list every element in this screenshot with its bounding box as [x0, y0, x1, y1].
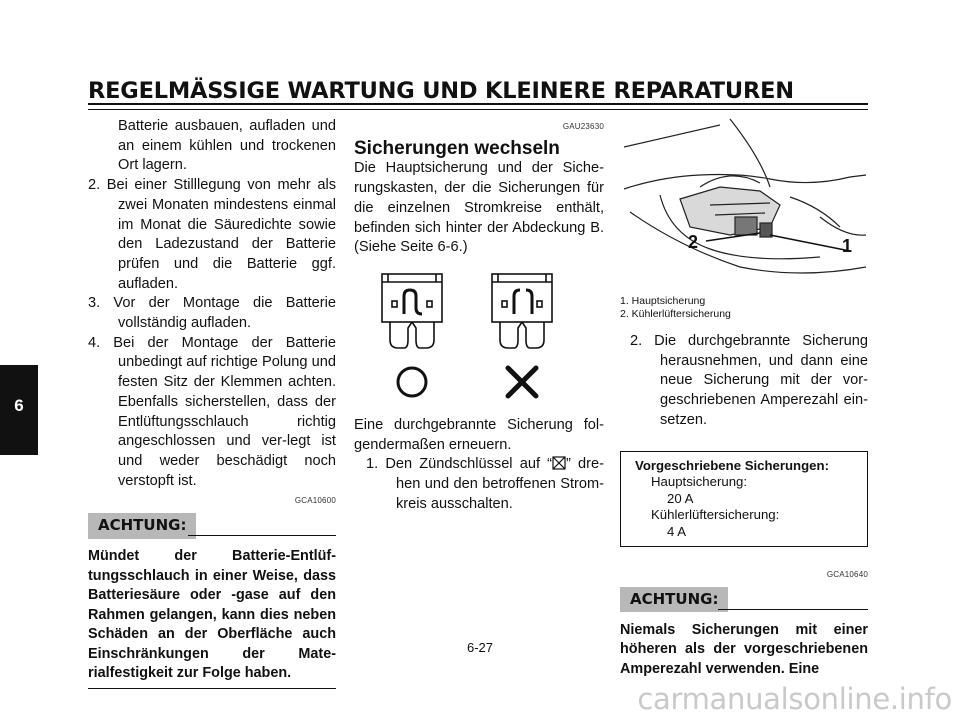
replacement-intro: Eine durchgebrannte Sicherung fol-gendermaßen erneuern. [354, 416, 604, 453]
figure-caption-2: 2. Kühlerlüftersicherung [620, 307, 731, 320]
spec-fan-value: 4 A [667, 523, 687, 539]
fuse-spec-box [620, 451, 868, 548]
list-item-1-continuation: Batterie ausbauen, aufladen und an einem kühlen und trockenen Ort lagern. [118, 118, 336, 174]
ok-circle-icon [398, 368, 426, 396]
watermark[interactable]: carmanualsonline.info [637, 682, 952, 716]
callout-line-1 [770, 235, 850, 251]
caution-heading [88, 513, 336, 539]
intact-fuse-drawing [382, 274, 442, 348]
caution-badge: ACHTUNG: [88, 513, 196, 539]
list-item-2: 2. Bei einer Stilllegung von mehr als zwei Monaten mindestens einmal im Monat die Säuredichte sowie den Ladezustand der Batterie prüfen und die Batterie ggf. aufladen. [88, 177, 336, 292]
step-2: 2. Die durchgebrannte Sicherung herausnehmen, und dann eine neue Sicherung mit der vor-geschriebenen Amperezahl ein-setzen. [630, 333, 868, 428]
fuse-figure [354, 266, 604, 406]
spec-fan-label: Kühlerlüftersicherung: [651, 507, 780, 523]
intro-paragraph: Die Hauptsicherung und der Siche-rungskasten, der die Sicherungen für die einzelnen Stromkreise enthält, befinden sich hinter der Abdeckung B. (Siehe Seite 6-6.) [354, 160, 604, 256]
header-rule-thin [88, 109, 868, 110]
column-left [88, 117, 336, 689]
caution-text: Mündet der Batterie-Entlüf-tungsschlauch in einer Weise, dass Batteriesäure oder -gase auf den Rahmen gelangen, kann dies neben Schäden an der Oberfläche auch Einschränkungen der Mate-rialfestigkeit zur Folge haben. [88, 548, 336, 682]
section-title: Sicherungen wechseln [354, 137, 560, 159]
reference-code: GCA10600 [294, 496, 336, 506]
fuse-location-figure [620, 117, 868, 289]
step-1 [354, 455, 604, 514]
column-right [620, 117, 868, 679]
column-middle [354, 117, 604, 514]
spec-title: Vorgeschriebene Sicherungen: [635, 457, 829, 473]
spec-main-label: Hauptsicherung: [651, 474, 748, 490]
caution-rule [718, 609, 868, 610]
spec-main-value: 20 A [667, 490, 694, 506]
step-1-text-after: ” dre-hen und den betroffenen Strom-kreis ausschalten. [396, 456, 605, 512]
fuse-location-illustration [620, 117, 868, 289]
reference-code: GCA10640 [826, 570, 868, 580]
figure-caption-1: 1. Hauptsicherung [620, 295, 706, 307]
list-item-3: 3. Vor der Montage die Batterie vollständig aufladen. [88, 295, 336, 332]
fuse-illustration [354, 266, 604, 406]
callout-label-2: 2 [688, 232, 699, 252]
header-rule-thick [88, 103, 868, 105]
blown-fuse-drawing [492, 274, 552, 348]
step-1-text-before: 1. Den Zündschlüssel auf “ [366, 456, 553, 473]
key-off-icon [552, 456, 566, 470]
page-header-title: REGELMÄSSIGE WARTUNG UND KLEINERE REPARATUREN [88, 78, 794, 104]
caution-heading [620, 587, 868, 613]
reference-code: GAU23630 [562, 122, 604, 131]
caution-rule [188, 535, 336, 536]
page-number: 6-27 [466, 640, 494, 655]
caution-badge: ACHTUNG: [620, 587, 728, 613]
callout-label-1: 1 [842, 236, 853, 256]
chapter-tab-number: 6 [14, 396, 24, 415]
list-item-4: 4. Bei der Montage der Batterie unbedingt auf richtige Polung und festen Sitz der Klemmen achten. Ebenfalls sicherstellen, dass der Entlüftungsschlauch richtig angeschlossen und ver-legt ist und weder beschädigt noch verstopft ist. [88, 334, 336, 489]
caution-bottom-rule [88, 688, 336, 689]
not-ok-cross-icon [508, 368, 536, 396]
caution-text: Niemals Sicherungen mit einer höheren als der vorgeschriebenen Amperezahl verwenden. Eine [620, 621, 868, 677]
